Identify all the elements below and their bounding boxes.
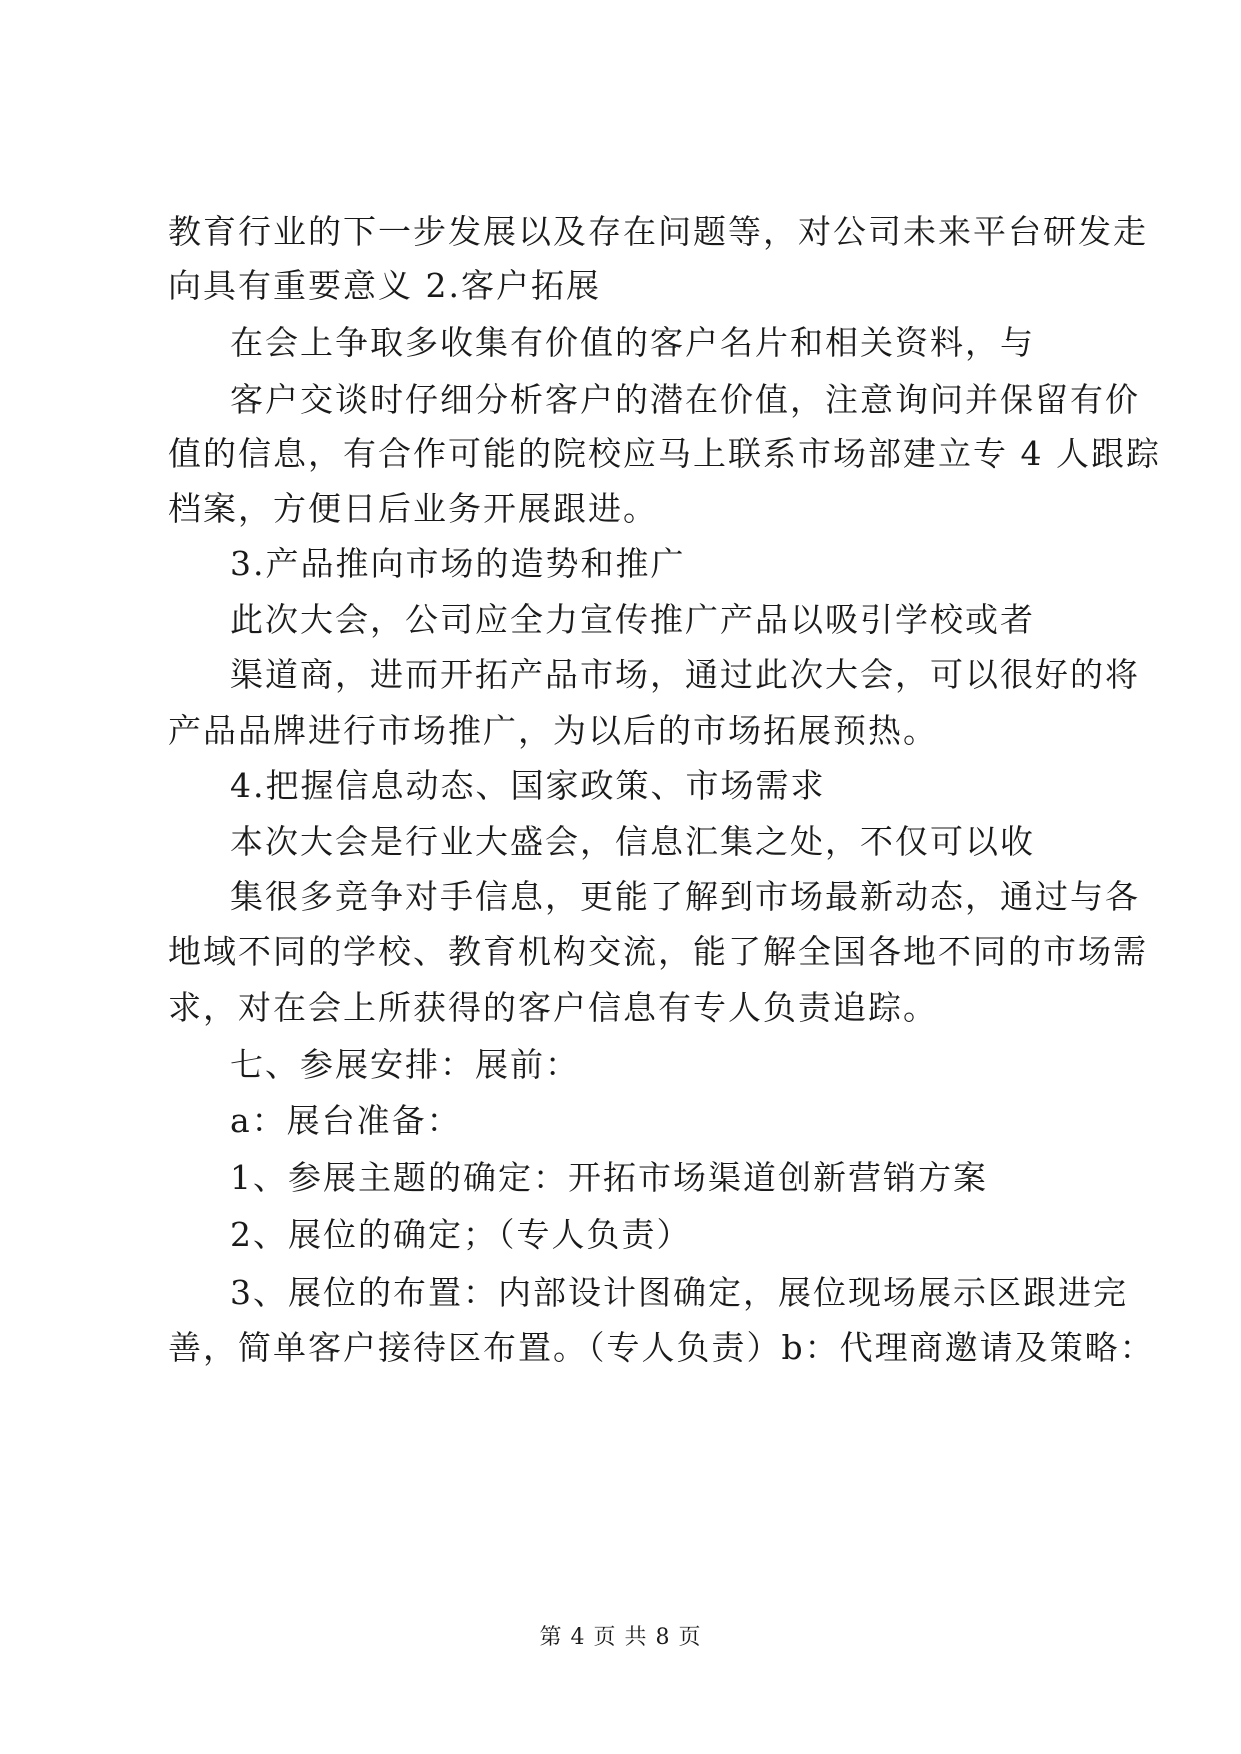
body-line: 客户交谈时仔细分析客户的潜在价值，注意询问并保留有价	[230, 380, 1140, 419]
list-item: a：展台准备：	[230, 1101, 462, 1140]
list-item: 1、参展主题的确定：开拓市场渠道创新营销方案	[230, 1158, 988, 1197]
body-line: 向具有重要意义 2.客户拓展	[168, 266, 601, 305]
section-heading: 3.产品推向市场的造势和推广	[230, 544, 686, 583]
body-line: 求，对在会上所获得的客户信息有专人负责追踪。	[168, 988, 938, 1027]
section-heading: 七、参展安排：展前：	[230, 1045, 580, 1084]
body-line: 地域不同的学校、教育机构交流，能了解全国各地不同的市场需	[168, 932, 1148, 971]
body-line: 档案，方便日后业务开展跟进。	[168, 489, 658, 528]
section-heading: 4.把握信息动态、国家政策、市场需求	[230, 766, 826, 805]
body-line: 此次大会，公司应全力宣传推广产品以吸引学校或者	[230, 600, 1035, 639]
body-line: 教育行业的下一步发展以及存在问题等，对公司未来平台研发走	[168, 212, 1148, 251]
body-line: 本次大会是行业大盛会，信息汇集之处，不仅可以收	[230, 822, 1035, 861]
body-line: 在会上争取多收集有价值的客户名片和相关资料，与	[230, 323, 1035, 362]
body-line: 集很多竞争对手信息，更能了解到市场最新动态，通过与各	[230, 877, 1140, 916]
list-item: 2、展位的确定；（专人负责）	[230, 1215, 692, 1254]
page-footer: 第 4 页 共 8 页	[539, 1625, 702, 1650]
body-line: 渠道商，进而开拓产品市场，通过此次大会，可以很好的将	[230, 655, 1140, 694]
body-line: 产品品牌进行市场推广，为以后的市场拓展预热。	[168, 711, 938, 750]
body-line: 值的信息，有合作可能的院校应马上联系市场部建立专 4 人跟踪	[168, 434, 1161, 473]
body-line: 善，简单客户接待区布置。（专人负责）b：代理商邀请及策略：	[168, 1328, 1155, 1367]
list-item: 3、展位的布置：内部设计图确定，展位现场展示区跟进完	[230, 1273, 1128, 1312]
